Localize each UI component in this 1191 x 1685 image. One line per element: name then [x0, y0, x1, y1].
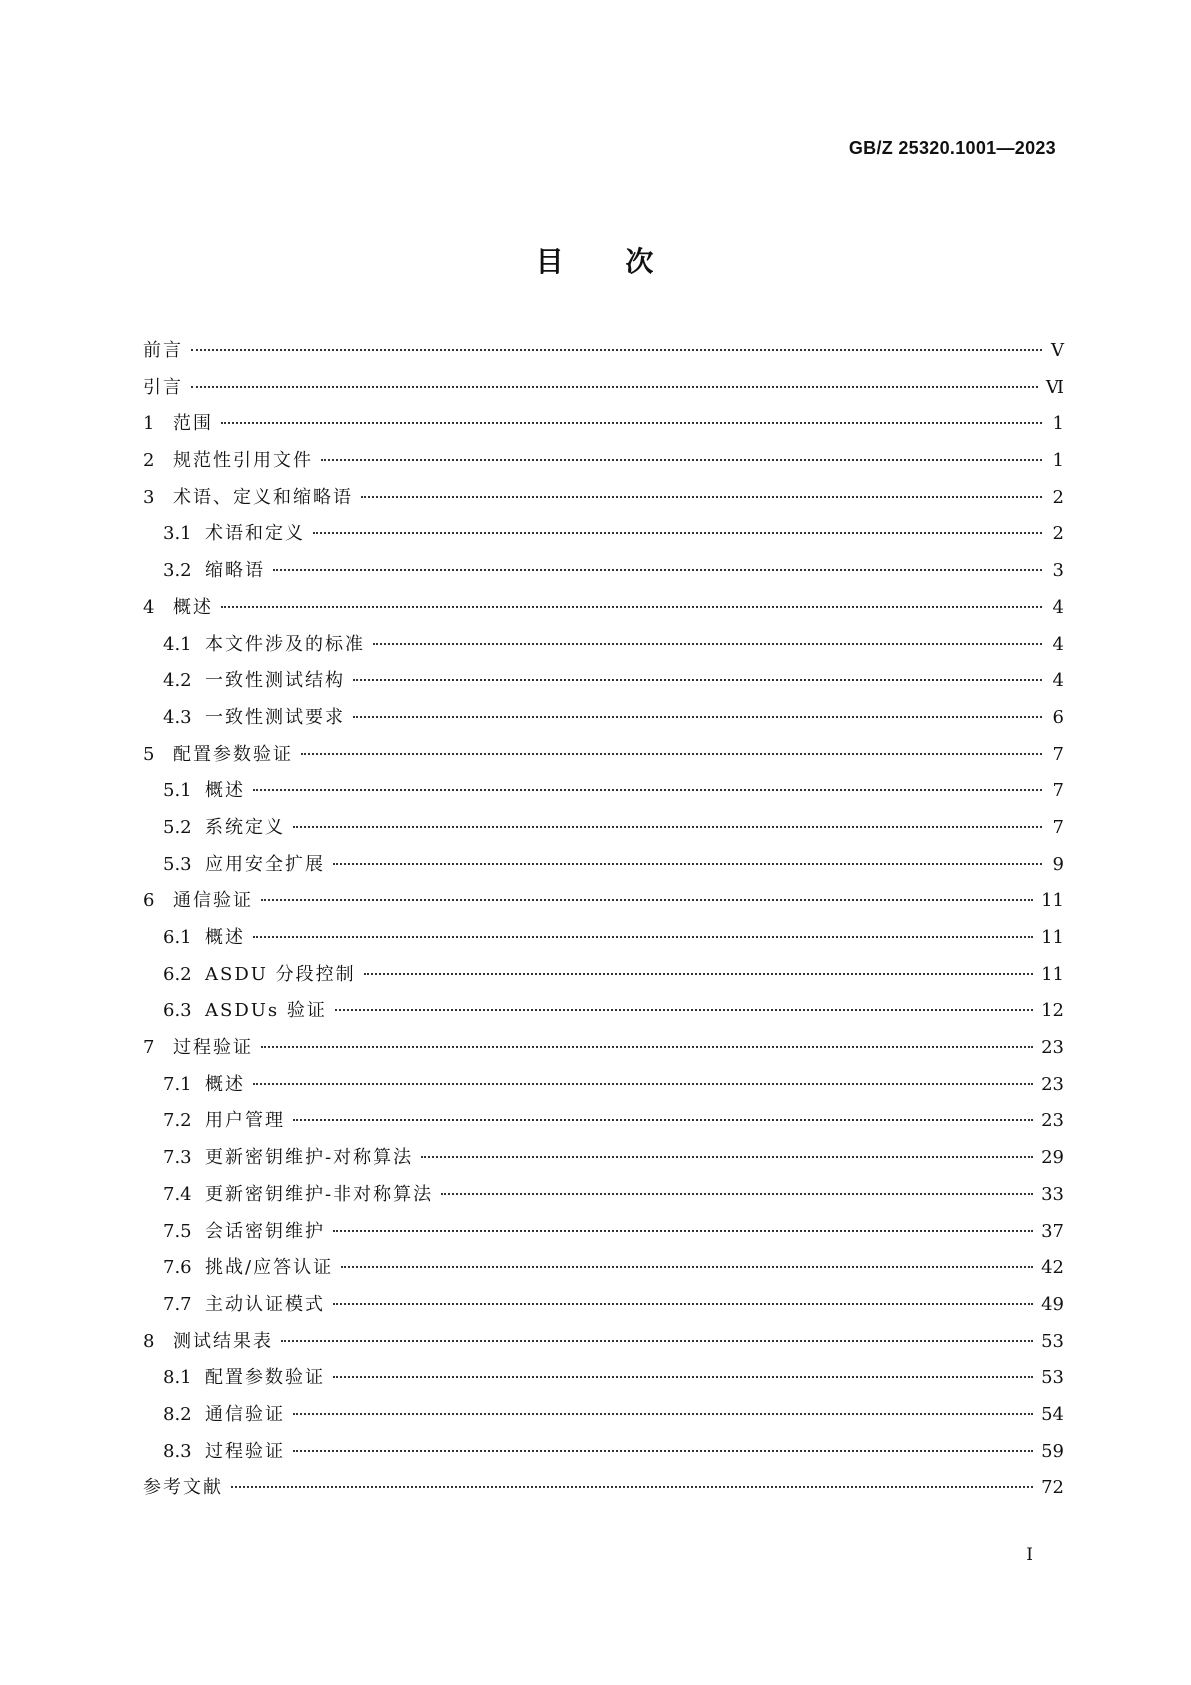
- toc-dot-leader: [353, 716, 1042, 718]
- toc-entry-page: 7: [1052, 816, 1064, 838]
- toc-dot-leader: [281, 1340, 1033, 1342]
- toc-entry-page: 1: [1052, 413, 1064, 435]
- toc-entry-number: 7.2: [163, 1110, 192, 1132]
- toc-entry[interactable]: [143, 1070, 1064, 1107]
- toc-entry-page: 54: [1041, 1403, 1064, 1425]
- toc-entry[interactable]: [143, 446, 1064, 483]
- table-of-contents: [143, 336, 1064, 1510]
- toc-entry-page: 7: [1052, 743, 1064, 765]
- toc-entry-page: 6: [1052, 706, 1064, 728]
- toc-entry[interactable]: [143, 813, 1064, 850]
- toc-entry-title: 系统定义: [205, 816, 285, 838]
- toc-entry-title: 术语和定义: [205, 523, 305, 545]
- toc-entry[interactable]: [143, 740, 1064, 777]
- toc-entry[interactable]: [143, 1217, 1064, 1254]
- toc-entry-title: 范围: [173, 413, 213, 435]
- toc-entry[interactable]: [143, 703, 1064, 740]
- toc-entry-title: 通信验证: [205, 1403, 285, 1425]
- toc-entry-page: 2: [1052, 523, 1064, 545]
- toc-dot-leader: [253, 789, 1042, 791]
- toc-entry-number: 8.3: [163, 1440, 192, 1462]
- toc-entry-number: 7: [143, 1037, 155, 1059]
- toc-entry[interactable]: [143, 409, 1064, 446]
- toc-dot-leader: [293, 1413, 1033, 1415]
- toc-entry[interactable]: [143, 996, 1064, 1033]
- toc-entry-title: 应用安全扩展: [205, 853, 325, 875]
- toc-dot-leader: [421, 1156, 1033, 1158]
- toc-dot-leader: [261, 1046, 1033, 1048]
- toc-entry-title: 术语、定义和缩略语: [173, 486, 353, 508]
- toc-entry-number: 3: [143, 486, 155, 508]
- toc-entry-title: 过程验证: [205, 1440, 285, 1462]
- toc-dot-leader: [191, 349, 1042, 351]
- toc-entry-page: 33: [1041, 1183, 1064, 1205]
- toc-entry[interactable]: [143, 630, 1064, 667]
- toc-entry-title: 配置参数验证: [173, 743, 293, 765]
- toc-entry-number: 6.2: [163, 963, 192, 985]
- toc-entry[interactable]: [143, 1253, 1064, 1290]
- toc-entry-number: 4.2: [163, 670, 192, 692]
- toc-entry-page: 23: [1041, 1037, 1064, 1059]
- toc-entry-title: 规范性引用文件: [173, 450, 313, 472]
- toc-entry[interactable]: [143, 886, 1064, 923]
- toc-entry-number: 1: [143, 413, 155, 435]
- toc-entry-page: 11: [1041, 963, 1064, 985]
- toc-entry[interactable]: [143, 483, 1064, 520]
- page-title: 目 次: [535, 245, 656, 278]
- toc-entry[interactable]: [143, 1033, 1064, 1070]
- toc-entry[interactable]: [143, 923, 1064, 960]
- toc-entry-title: 概述: [205, 927, 245, 948]
- toc-entry[interactable]: [143, 373, 1064, 410]
- toc-dot-leader: [293, 1119, 1033, 1121]
- toc-entry-page: 11: [1041, 890, 1064, 912]
- toc-entry-number: 8: [143, 1330, 155, 1352]
- toc-entry-title: 主动认证模式: [205, 1293, 325, 1315]
- toc-entry-number: 2: [143, 450, 155, 472]
- toc-entry-page: 12: [1041, 1000, 1064, 1022]
- toc-dot-leader: [253, 936, 1033, 938]
- toc-dot-leader: [353, 679, 1042, 681]
- toc-entry-title: 一致性测试结构: [205, 670, 345, 692]
- toc-entry[interactable]: [143, 593, 1064, 630]
- toc-entry-title: 更新密钥维护-对称算法: [205, 1147, 414, 1169]
- toc-entry-page: 49: [1041, 1293, 1064, 1315]
- toc-dot-leader: [231, 1486, 1033, 1488]
- toc-entry-page: 3: [1052, 560, 1064, 582]
- toc-entry[interactable]: [143, 1290, 1064, 1327]
- toc-entry-title: 本文件涉及的标准: [205, 633, 365, 655]
- toc-entry[interactable]: [143, 960, 1064, 997]
- toc-entry-title: 用户管理: [205, 1110, 285, 1132]
- toc-entry-title: 过程验证: [173, 1037, 253, 1059]
- toc-entry-page: 1: [1052, 450, 1064, 472]
- toc-entry-number: 5.1: [163, 780, 192, 802]
- toc-entry[interactable]: [143, 850, 1064, 887]
- toc-entry-title: ASDU 分段控制: [205, 963, 356, 985]
- toc-entry-number: 7.3: [163, 1147, 192, 1169]
- toc-entry-page: 53: [1041, 1330, 1064, 1352]
- toc-entry[interactable]: [143, 1473, 1064, 1510]
- toc-entry[interactable]: [143, 519, 1064, 556]
- toc-dot-leader: [364, 973, 1033, 975]
- toc-entry-page: 11: [1041, 927, 1064, 948]
- toc-entry-number: 4.3: [163, 706, 192, 728]
- toc-entry-number: 7.7: [163, 1293, 192, 1315]
- toc-dot-leader: [333, 1230, 1033, 1232]
- toc-dot-leader: [333, 1303, 1033, 1305]
- toc-entry-title: 配置参数验证: [205, 1367, 325, 1389]
- toc-entry-number: 7.6: [163, 1257, 192, 1279]
- toc-dot-leader: [373, 643, 1042, 645]
- toc-entry-page: 72: [1041, 1477, 1064, 1499]
- toc-dot-leader: [361, 496, 1042, 498]
- toc-entry[interactable]: [143, 1180, 1064, 1217]
- toc-entry-number: 6: [143, 890, 155, 912]
- toc-entry-number: 7.4: [163, 1183, 192, 1205]
- toc-dot-leader: [333, 1376, 1033, 1378]
- toc-dot-leader: [273, 569, 1042, 571]
- page-number: Ⅰ: [1026, 1545, 1033, 1565]
- toc-entry-title: 前言: [143, 340, 183, 361]
- toc-entry-number: 7.1: [163, 1073, 192, 1095]
- toc-dot-leader: [441, 1193, 1033, 1195]
- toc-entry-number: 5.3: [163, 853, 192, 875]
- toc-entry[interactable]: [143, 1143, 1064, 1180]
- toc-entry-number: 6.1: [163, 927, 192, 948]
- toc-entry-number: 8.1: [163, 1367, 192, 1389]
- toc-dot-leader: [221, 422, 1042, 424]
- toc-entry-page: Ⅵ: [1045, 376, 1064, 398]
- toc-entry-title: 概述: [205, 780, 245, 802]
- toc-dot-leader: [301, 753, 1042, 755]
- toc-entry-title: 通信验证: [173, 890, 253, 912]
- toc-entry-page: 23: [1041, 1110, 1064, 1132]
- document-id: GB/Z 25320.1001—2023: [848, 138, 1056, 158]
- toc-dot-leader: [221, 606, 1042, 608]
- toc-entry-title: 缩略语: [205, 560, 265, 582]
- toc-entry-page: Ⅴ: [1051, 340, 1064, 361]
- toc-entry[interactable]: [143, 1106, 1064, 1143]
- toc-entry-number: 3.1: [163, 523, 192, 545]
- toc-entry-title: 挑战/应答认证: [205, 1257, 334, 1279]
- toc-dot-leader: [341, 1266, 1033, 1268]
- toc-dot-leader: [293, 1450, 1033, 1452]
- toc-entry-page: 29: [1041, 1147, 1064, 1169]
- toc-dot-leader: [261, 899, 1033, 901]
- toc-entry-page: 2: [1052, 486, 1064, 508]
- toc-entry[interactable]: [143, 1327, 1064, 1364]
- toc-entry-number: 6.3: [163, 1000, 192, 1022]
- toc-entry-title: 引言: [143, 376, 183, 398]
- toc-entry-page: 4: [1052, 596, 1064, 618]
- toc-entry[interactable]: [143, 1400, 1064, 1437]
- toc-entry-number: 5: [143, 743, 155, 765]
- toc-entry-page: 23: [1041, 1073, 1064, 1095]
- toc-entry-number: 3.2: [163, 560, 192, 582]
- toc-entry-page: 42: [1041, 1257, 1064, 1279]
- toc-entry[interactable]: [143, 1363, 1064, 1400]
- toc-dot-leader: [191, 386, 1038, 388]
- toc-entry-page: 4: [1052, 633, 1064, 655]
- toc-dot-leader: [321, 459, 1042, 461]
- toc-entry-title: 更新密钥维护-非对称算法: [205, 1183, 434, 1205]
- toc-entry-page: 4: [1052, 670, 1064, 692]
- toc-entry-page: 7: [1052, 780, 1064, 802]
- toc-entry-page: 59: [1041, 1440, 1064, 1462]
- toc-entry[interactable]: [143, 556, 1064, 593]
- toc-entry-number: 5.2: [163, 816, 192, 838]
- toc-entry-page: 9: [1052, 853, 1064, 875]
- toc-entry-number: 4: [143, 596, 155, 618]
- toc-dot-leader: [293, 826, 1042, 828]
- toc-entry-page: 37: [1041, 1220, 1064, 1242]
- toc-entry-title: ASDUs 验证: [205, 1000, 327, 1022]
- toc-dot-leader: [313, 532, 1042, 534]
- toc-dot-leader: [333, 863, 1042, 865]
- toc-entry-number: 7.5: [163, 1220, 192, 1242]
- toc-entry-title: 参考文献: [143, 1477, 223, 1499]
- toc-entry-title: 会话密钥维护: [205, 1220, 325, 1242]
- toc-dot-leader: [253, 1083, 1033, 1085]
- toc-entry-title: 概述: [205, 1073, 245, 1095]
- toc-dot-leader: [335, 1009, 1033, 1011]
- toc-entry-title: 概述: [173, 596, 213, 618]
- toc-entry-number: 8.2: [163, 1403, 192, 1425]
- toc-entry[interactable]: [143, 1437, 1064, 1474]
- toc-entry-page: 53: [1041, 1367, 1064, 1389]
- toc-entry[interactable]: [143, 666, 1064, 703]
- toc-entry-number: 4.1: [163, 633, 192, 655]
- toc-entry-title: 一致性测试要求: [205, 706, 345, 728]
- toc-entry[interactable]: [143, 776, 1064, 813]
- toc-entry-title: 测试结果表: [173, 1330, 273, 1352]
- toc-entry[interactable]: [143, 336, 1064, 373]
